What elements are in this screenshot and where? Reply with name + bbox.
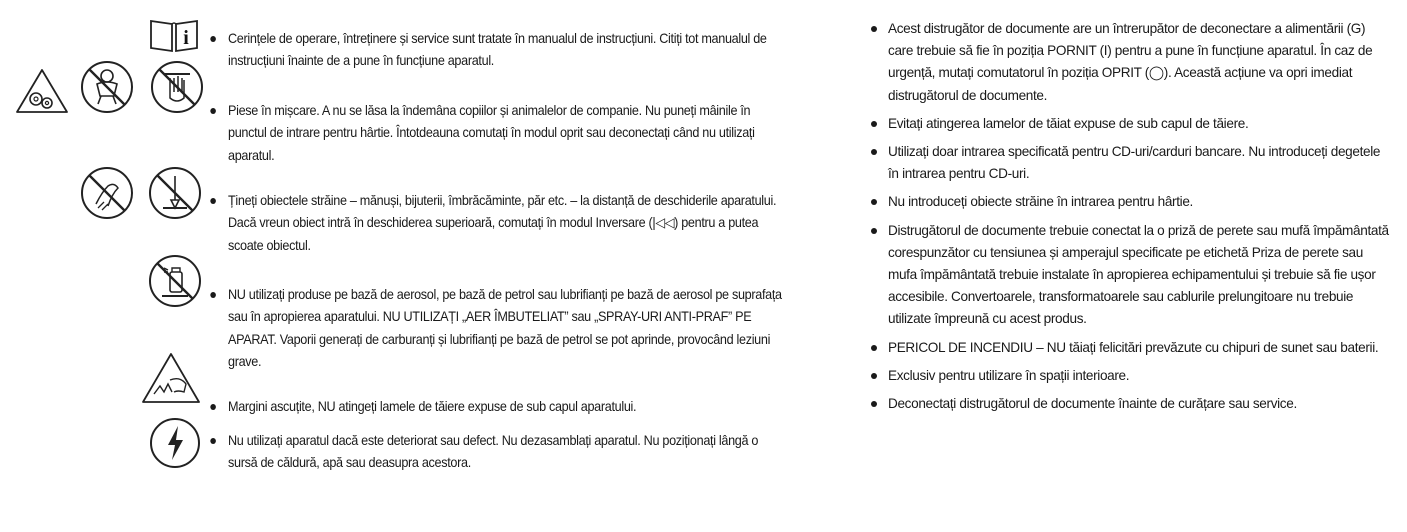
right-item-3: Utilizați doar intrarea specificată pentru CD-uri/carduri bancare. Nu introduceți degetele în intrarea pentru CD-uri. [888, 141, 1393, 185]
right-item-2: Evitați atingerea lamelor de tăiat expuse de sub capul de tăiere. [888, 113, 1393, 135]
right-item-4: Nu introduceți obiecte străine în intrarea pentru hârtie. [888, 191, 1393, 213]
electric-hazard-icon [146, 414, 204, 472]
right-item-7: Exclusiv pentru utilizare în spații interioare. [888, 365, 1393, 387]
left-item-2: Piese în mișcare. A nu se lăsa la îndemâna copiilor și animalelor de companie. Nu puneți mâinile în punctul de intrare pentru hârtie. Întotdeauna comutați în modul oprit sau deconectați când nu utilizați aparatul. [228, 100, 786, 167]
left-item-4: NU utilizați produse pe bază de aerosol, pe bază de petrol sau lubrifianți pe bază de aerosol pe suprafața sau în apropierea aparatului. NU UTILIZAȚI „AER ÎMBUTELIAT” sau „SPRAY-URI ANTI-PRAF” PE APARAT. Vaporii generați de carburanți și lubrifianți pe bază de petrol se pot aprinde, provocând leziuni grave. [228, 284, 786, 374]
no-aerosol-icon [146, 252, 204, 310]
left-item-3: Țineți obiectele străine – mănuși, bijuterii, îmbrăcăminte, păr etc. – la distanță de deschiderile aparatului. Dacă vreun obiect intră în deschiderea superioară, comutați în modul Inversare (|◁◁) pentru a putea scoate obiectul. [228, 190, 786, 257]
no-hands-icon [148, 58, 206, 116]
svg-text:i: i [183, 27, 189, 49]
left-item-6: Nu utilizați aparatul dacă este deteriorat sau defect. Nu dezasamblați aparatul. Nu poziționați lângă o sursă de căldură, apă sau deasupra acestora. [228, 430, 786, 475]
right-column [870, 18, 1400, 421]
right-item-5: Distrugătorul de documente trebuie conectat la o priză de perete sau mufă împământată corespunzător cu tensiunea și amperajul specificate pe etichetă Priza de perete sau mufa împământată trebuie instalate în apropierea echipamentului și trebuie să fie ușor accesibile. Convertoarele, transformatoarele sau cablurile prelungitoare nu trebuie utilizate împreună cu acest produs. [888, 220, 1393, 331]
right-item-8: Deconectați distrugătorul de documente înainte de curățare sau service. [888, 393, 1393, 415]
no-children-icon [78, 58, 136, 116]
no-loose-items-icon [78, 164, 136, 222]
no-tie-icon [146, 164, 204, 222]
left-item-1: Cerințele de operare, întreținere și service sunt tratate în manualul de instrucțiuni. Citiți tot manualul de instrucțiuni înainte de a pune în funcțiune aparatul. [228, 28, 786, 73]
sharp-edges-warning-icon [140, 350, 202, 406]
left-item-5: Margini ascuțite, NU atingeți lamele de tăiere expuse de sub capul aparatului. [228, 396, 786, 418]
moving-parts-icon [14, 66, 70, 116]
manual-info-icon [148, 18, 200, 54]
right-item-6: PERICOL DE INCENDIU – NU tăiați felicitări prevăzute cu chipuri de sunet sau baterii. [888, 337, 1393, 359]
right-item-1: Acest distrugător de documente are un întrerupător de deconectare a alimentării (G) care trebuie să fie în poziția PORNIT (I) pentru a pune în funcțiune aparatul. În caz de urgență, mutați comutatorul în poziția OPRIT (◯). Această acțiune va opri imediat distrugătorul de documente. [888, 18, 1393, 107]
